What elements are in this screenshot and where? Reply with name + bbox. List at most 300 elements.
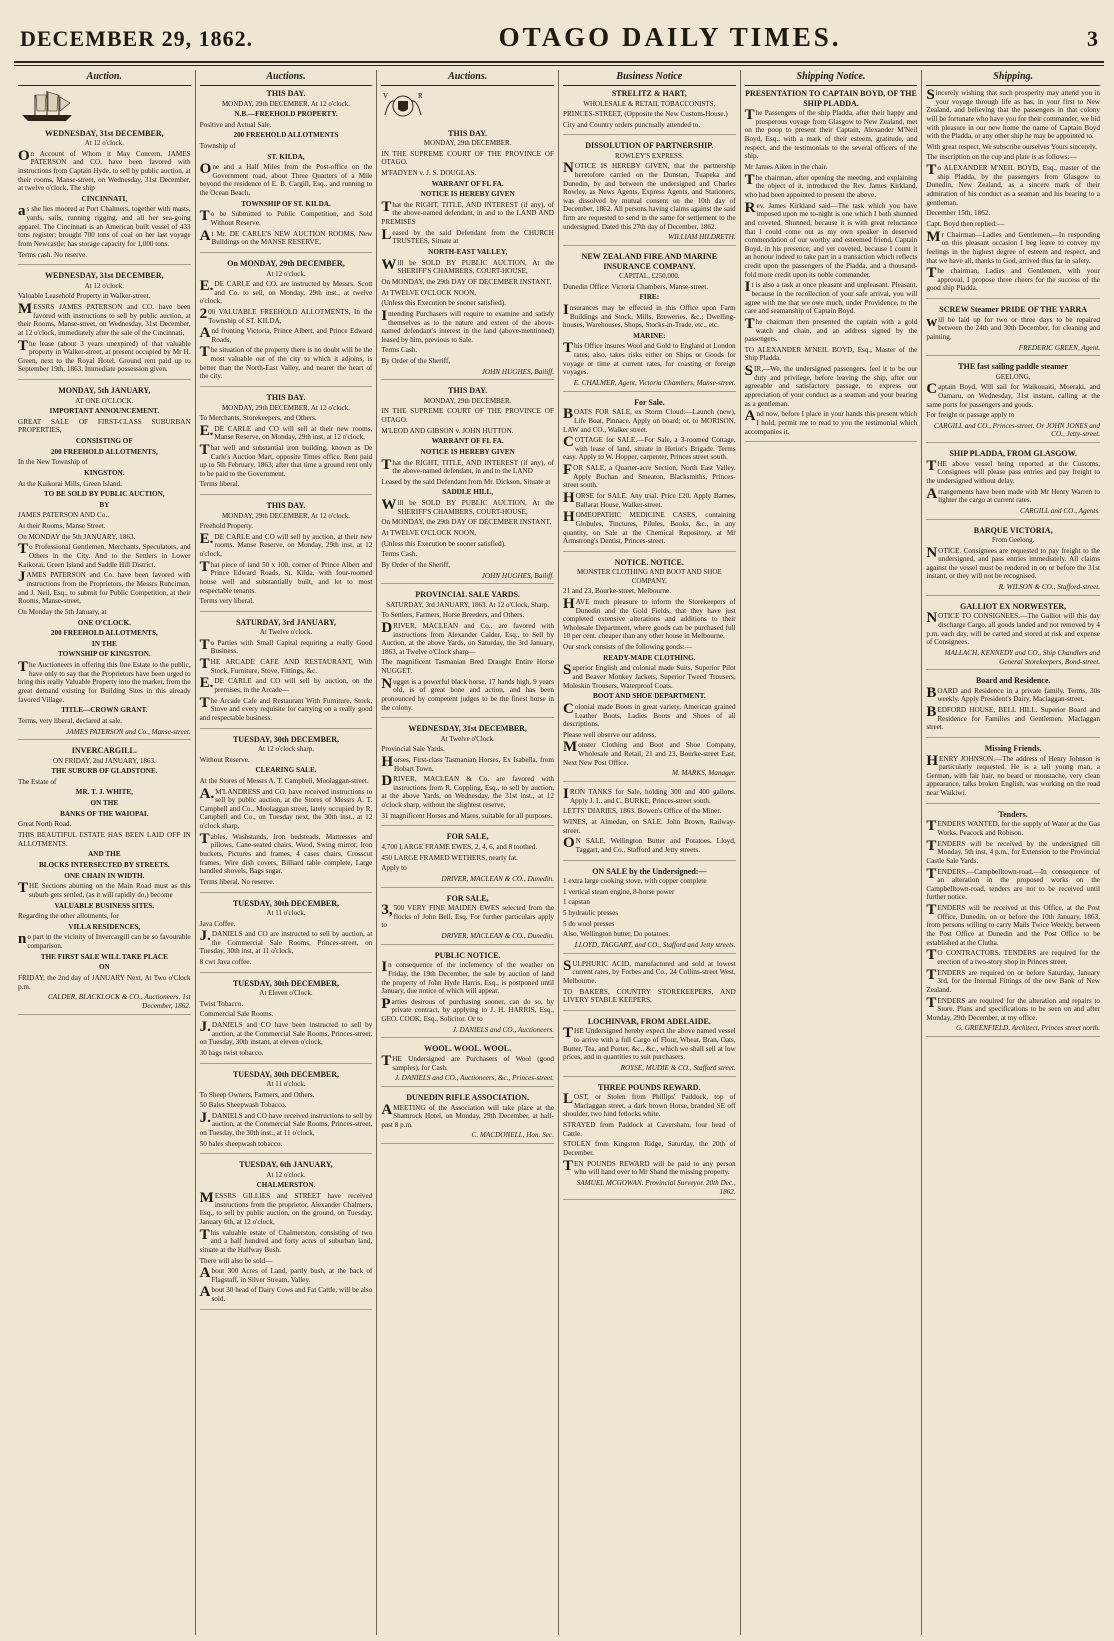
notice-text: (Unless this Execution be sooner satisfied). [381, 539, 506, 548]
column-heading: Shipping Notice. [745, 70, 918, 86]
notice-subtitle: MONDAY, 29th DECEMBER, At 12 o'clock. [221, 403, 351, 412]
notice-text: JAMES PATERSON AND Co., [18, 511, 109, 520]
notice-text: At their Rooms, Manse Street. [18, 522, 106, 531]
notice-text: Leased by the said Defendant from Mr. Dickson, Situate at [381, 477, 551, 486]
notice-text: 1 vertical steam engine, 8-horse power [563, 887, 675, 896]
notice-text: 21 and 23, Bourke-street, Melbourne. [563, 587, 671, 596]
advertisement [926, 362, 1100, 443]
notice-signature: WILLIAM HILDRETH. [668, 233, 736, 242]
notice-text: That the RIGHT, TITLE, AND INTEREST (if any), of the above-named defendant, in and to the LAND AND PREMISES [381, 198, 554, 227]
notice-text: City and Country orders punctually attended to. [563, 120, 701, 129]
advertisement [200, 899, 373, 973]
notice-text: THE ARCADE CAFE AND RESTAURANT, With Stock, Furniture, Stove, Fittings, &c. [199, 656, 373, 675]
notice-signature: ROYSE, MUDIE & CO., Stafford street. [620, 1063, 736, 1072]
notice-text: DRIVER, MACLEAN & Co. are favored with instructions from R. Coppling, Esq., to sell by auction, at the above Yards, on Wednesday, the 31st inst., at 12 o'clock sharp, without the slightest reserve, [381, 773, 554, 810]
notice-text: READY-MADE CLOTHING. [603, 653, 696, 662]
advertisement [200, 89, 373, 253]
notice-title: LOCHINVAR, FROM ADELAIDE. [587, 1016, 711, 1026]
notice-subtitle: At 12 o'clock. [266, 1170, 306, 1179]
notice-text: HORSE for SALE. Any trial. Price £20. Apply Barnes, Ballarat House, Walker-street. [563, 490, 736, 509]
advertisement [381, 832, 554, 887]
notice-text: WARRANT OF FI. FA. [431, 437, 504, 446]
notice-title: SATURDAY, 3rd JANUARY, [235, 617, 337, 627]
notice-text: Terms, very liberal, declared at sale. [18, 716, 123, 725]
notice-signature: J. DANIELS and CO., Auctioneers. [452, 1025, 554, 1034]
column-6 [922, 70, 1104, 1635]
notice-subtitle: MONDAY, 29th DECEMBER. [423, 396, 512, 405]
notice-text: The situation of the property there is no doubt will be the most valuable out of the city to which it adjoins, is better than the North-East Valley, and nearer the heart of the city. [199, 344, 373, 381]
column-5 [741, 70, 923, 1635]
notice-text: Leased by the said Defendant from the CHURCH TRUSTEES, Situate at [381, 226, 554, 246]
notice-title: STRELITZ & HART, [611, 89, 687, 98]
notice-signature: R. WILSON & CO., Stafford-street. [998, 583, 1100, 592]
notice-text: J.DANIELS and CO have been instructed to sell by auction, at the Commercial Sale Rooms, Princes-street, on Tuesday, 30th instant, at eleven o'clock, [199, 1019, 373, 1047]
notice-text: Township of [199, 141, 236, 150]
notice-text: TO ALEXANDER M'NEIL BOYD, Esq., Master of the Ship Pladda. [744, 345, 918, 363]
notice-text: TENDERS.—Campbelltown-road.—In consequence of an alteration in the proposed works on the Campbelltown-road, tenders are not to be received until further notice. [926, 865, 1100, 902]
notice-text: Mr Chairman—Ladies and Gentlemen,—In responding on this pleasant occasion I beg leave to convey my feelings in the highest degree of esteem and respect, and that we have all, thanks to God, arrived thus far in safety. [926, 228, 1100, 265]
notice-text: Mr James Aiken in the chair. [744, 163, 828, 172]
notice-text: Arrangements have been made with Mr Henry Warren to lighter the cargo at current rates. [926, 485, 1100, 505]
notice-signature: DRIVER, MACLEAN & CO., Dunedin. [441, 874, 554, 883]
notice-text: On MONDAY, the 29th DAY OF DECEMBER INSTANT, [381, 277, 552, 286]
notice-title: FOR SALE, [446, 893, 489, 903]
notice-text: 30 bags twist tobacco. [199, 1048, 264, 1057]
notice-title: THIS DAY. [266, 501, 306, 511]
notice-subtitle: SATURDAY, 3rd JANUARY, 1863. At 12 o'Clock, Sharp. [386, 600, 550, 609]
notice-text: Monster Clothing and Boot and Shoe Company, Wholesale and Retail, 21 and 23, Bourke-street East, Next New Post Office. [563, 739, 736, 767]
notice-text: Colonial made Boots in great variety, American grained Leather Boots, Ladies Boots and Shoes of all descriptions. [563, 700, 736, 729]
notice-subtitle: At Twelve o'clock. [259, 628, 313, 637]
notice-subtitle: MONDAY, 29th DECEMBER, At 12 o'clock. [221, 511, 351, 520]
advertisement [563, 558, 736, 782]
notice-text: 200 VALUABLE FREEHOLD ALLOTMENTS, In the Township of ST. KILDA, [199, 305, 373, 325]
notice-subtitle: At Twelve o'Clock. [440, 734, 495, 743]
notice-text: AMEETING of the Association will take place at the Shamrock Hotel, on Monday, 29th December, at half-past 8 p.m. [381, 1101, 554, 1129]
notice-title: ON SALE by the Undersigned:— [592, 866, 707, 876]
notice-text: NOTICE. Consignees are requested to pay freight to the undersigned, and pass entries immediately. All claims against the vessel must be rendered in on or before the 31st instant, or they will not be recognised. [926, 544, 1100, 581]
notice-text: Terms very liberal. [199, 597, 255, 606]
notice-text: Will be SOLD BY PUBLIC AUCTION, At the SHERIFF'S CHAMBERS, COURT-HOUSE, [381, 256, 554, 276]
notice-text: E.DE CARLE and CO. are instructed by Messrs. Scott and Co. to sell, on Monday, 29th inst., at twelve o'clock, [199, 277, 373, 306]
notice-text: Terms liberal. [199, 480, 240, 489]
notice-title: TUESDAY, 6th JANUARY, [239, 1160, 333, 1170]
notice-subtitle: WHOLESALE & RETAIL TOBACCONISTS, [583, 99, 716, 108]
notice-title: TUESDAY, 30th DECEMBER, [232, 978, 340, 988]
notice-text: The Passengers of the ship Pladda, after their happy and prosperous voyage from Glasgow to New Zealand, met on the poop to present their Captain, Alexander M'Neil Boyd, Esq., with a mark of their esteem, gratitude, and respect, and the testimonials to the several officers of the ship. [744, 107, 918, 161]
notice-text: Horses, First-class Tasmanian Horses, Ex Isabella, from Hobart Town. [381, 753, 554, 773]
notice-text: IMPORTANT ANNOUNCEMENT. [49, 407, 160, 416]
notice-text: Dunedin Office: Victoria Chambers, Manse-street. [563, 282, 709, 291]
advertisement [200, 501, 373, 612]
notice-text: Regarding the other allotments, for [18, 912, 119, 921]
notice-text: This valuable estate of Chalmerston, consisting of two and a half hundred and forty acres of suburban land, situate at the Halfway Bush. [199, 1226, 373, 1254]
notice-subtitle: At 12 o'clock. [266, 269, 306, 278]
notice-text: On Account of Whom it May Concern. JAMES PATERSON and CO. have been favored with instructions from Captain Hyde, to sell by public auction, at their rooms, Manse-street, on Wednesday, 31st December, at twelve o'clock, The ship [18, 147, 191, 193]
notice-text: Terms Cash. [381, 550, 418, 559]
notice-text: COTTAGE for SALE.—For Sale, a 3-roomed Cottage, with lease of land, situate in Heriot's Brigade. Terms easy. Apply to W. Hopper, carpenter, Princes street south. [563, 434, 736, 462]
notice-text: THE Undersigned are Purchasers of Wool (good samples), for Cash. [381, 1053, 554, 1072]
notice-text: It is also a task at once pleasant and unpleasant. Pleasant, because in the recollection of your safe arrival, you will agree with me that we owe much, under Providence, to the care and seamanship of Captain Boyd. [744, 279, 918, 316]
notice-text: CONSISTING OF [75, 436, 133, 445]
notice-title: For Sale. [634, 397, 665, 407]
notice-text: ON [98, 963, 110, 972]
notice-text: THE Undersigned hereby expect the above named vessel to arrive with a full Cargo of Flour, Wheat, Bran, Oats, Butter, Tea, and Porter, &c., &c., which we shall sell at low prices, and in quantities to suit purchasers. [563, 1025, 736, 1062]
notice-title: PRESENTATION TO CAPTAIN BOYD, OF THE SHIP PLADDA. [745, 89, 917, 108]
notice-text: About 30 head of Dairy Cows and Fat Cattle, will be also sold. [199, 1284, 373, 1304]
notice-text: The inscription on the cup and plate is as follows:— [926, 153, 1077, 162]
notice-text: The chairman, after opening the meeting, and explaining the object of it, introduced the Rev. James Kirkland, who had been appointed to present the above. [744, 171, 918, 199]
advertisement [745, 89, 918, 442]
notice-text: TOWNSHIP OF ST. KILDA. [241, 199, 331, 208]
notice-subtitle: ROWLEY'S EXPRESS. [615, 151, 684, 160]
notice-text: IN THE [91, 639, 117, 648]
notice-signature: JAMES PATERSON and Co., Manse-street. [66, 727, 191, 736]
notice-text: Terms Cash. [381, 346, 418, 355]
notice-text: Sincerely wishing that such prosperity may attend you in your voyage through life as has, in your first to New Zealand, and believing that the passengers in that colony will be fortunate who have you for their commander, we bid with pleasure in our new home the name of Captain Boyd with the Pladda, or any other ship he may be appointed to. [926, 87, 1100, 141]
advertisement [926, 305, 1100, 356]
notice-subtitle: MONDAY, 29th DECEMBER, At 12 o'clock. [221, 99, 351, 108]
notice-text: TENDERS will be received at this Office, at the Post Office, Dunedin, on or before the 10th January, 1863, from persons willing to carry Mails Twice Weekly, between the Post Office at Dunedin and the Post Office to be established at the Clutha. [926, 902, 1100, 947]
notice-text: To Professional Gentlemen, Merchants, Speculators, and Others in the City. And to the Settlers in Lower Kaikorai, Green Island and Saddle Hill District. [18, 541, 191, 569]
notice-text: NORTH-EAST VALLEY, [428, 248, 508, 257]
advertisement [200, 393, 373, 495]
notice-text: no part in the vicinity of Invercargill can be so favourable comparison. [18, 931, 191, 951]
newspaper-title: OTAGO DAILY TIMES. [498, 22, 842, 52]
notice-text: E.DE CARLE and CO will sell at their new rooms, Manse Reserve, on Monday, 29th inst, at 12 o'clock, [199, 422, 373, 442]
advertisement [381, 951, 554, 1039]
notice-title: BARQUE VICTORIA, [973, 525, 1053, 535]
notice-text: J.DANIELS and CO are instructed to sell by auction, at the Commercial Sale Rooms, Princes-street, on Tuesday, 30th inst, at 11 o'clock, [199, 928, 373, 956]
advertisement [926, 810, 1100, 1037]
notice-text: Freehold Property. [199, 522, 254, 531]
notice-text: Will be SOLD BY PUBLIC AUCTION, At the SHERIFF'S CHAMBERS, COURT-HOUSE, [381, 497, 554, 516]
notice-text: SADDLE HILL, [442, 488, 494, 497]
notice-text: At the Stores of Messrs A. T. Campbell, Moolaggan-street. [199, 776, 369, 785]
notice-text: With great respect, We subscribe ourselves Yours sincerely. [926, 142, 1097, 151]
notice-text: 4,700 LARGE FRAME EWES, 2, 4, 6, and 8 toothed. [381, 842, 538, 851]
notice-text: To be Submitted to Public Competition, and Sold Without Reserve. [199, 208, 373, 228]
notice-text: HOMEOPATHIC MEDICINE CASES, containing Globules, Tinctures, Pilules, Books, &c., in any quantity, on Sale at the Chemical Repository, at Mr Armstrong's Dentist, Princes-street. [563, 509, 736, 546]
column-4 [559, 70, 741, 1635]
notice-text: LETTS' DIARIES, 1863. Bowen's Office of the Miner. [563, 807, 722, 816]
notice-text: WARRANT OF FI. FA. [431, 179, 504, 188]
notice-text: Please well observe our address, [563, 730, 657, 739]
notice-text: MARINE: [633, 331, 666, 340]
notice-text: ONE CHAIN IN WIDTH. [64, 871, 145, 880]
notice-title: WOOL. WOOL. WOOL. [424, 1044, 512, 1054]
notice-text: 8 cwt Java coffee. [199, 958, 252, 967]
notice-text: will be laid up for two or three days to be repaired between the 24th and 30th December, for cleaning and painting. [926, 313, 1100, 341]
column-heading: Business Notice [563, 70, 736, 86]
notice-text: 50 bales sheepwash tobacco. [199, 1139, 283, 1148]
notice-text: IN THE SUPREME COURT OF THE PROVINCE OF OTAGO. [381, 407, 554, 424]
notice-text: as she lies moored at Port Chalmers, together with masts, yards, sails, running rigging, and all her sea-going apparel. The Cincinnati is an American built vessel of 433 tons register; brought 700 tons of coal on her last voyage from Newcastle; has storage capacity for 1,000 tons. [18, 203, 191, 249]
notice-text: IN THE SUPREME COURT OF THE PROVINCE OF OTAGO. [381, 149, 554, 167]
notice-title: On MONDAY, 29th DECEMBER, [227, 258, 345, 268]
notice-subtitle: MONDAY, 29th DECEMBER. [423, 139, 512, 148]
notice-subtitle: ON FRIDAY, 2nd JANUARY, 1863. [52, 756, 156, 765]
notice-text: By Order of the Sheriff, [381, 560, 451, 569]
notice-text: This Office insures Wool and Gold to England at London rates; also, takes risks either on Ships or Goods for voyage or time at current rates, for coasting or foreign voyages. [563, 340, 736, 377]
advertisement [200, 979, 373, 1064]
notice-text: N.B.—FREEHOLD PROPERTY. [234, 109, 338, 118]
notice-text: Superior English and colonial made Suits, Superior Pilot and Beaver Monkey Jackets, Superior Tweed Trousers, Moleskin Trousers, Waterproof Coats. [563, 662, 736, 690]
notice-text: 3,500 VERY FINE MAIDEN EWES selected from the flocks of John Bell, Esq. For further particulars apply to [381, 902, 554, 930]
notice-text: A.M'LANDRESS and CO. have received instructions to sell by public auction, at the Stores of Messrs A. T. Campbell and Co., Moolaggan street, lately occupied by R. Campbell and Co., on Tuesday next, the 30th inst., at 12 o'clock sharp, [199, 785, 373, 831]
notice-text: M'LEOD AND GIBSON v. JOHN HUTTON. [381, 426, 514, 435]
notice-signature: M. MARKS, Manager. [671, 769, 736, 778]
notice-text: Rev. James Kirkland said—The task which you have imposed upon me to-night is one which I both shunned and coveted. Shunned, because it is with great reluctance that I could come out as my own speaker in deserved commendation of our worthy and esteemed friend, Captain Boyd, in his presence; and yet coveted, because I count it an honour indeed to take part in a transaction which reflects credit upon the passengers of the Pladda, and a thousand-fold more credit upon its noble commander. [744, 199, 918, 279]
notice-title: THE fast sailing paddle steamer [958, 362, 1069, 372]
notice-text: That piece of land 50 x 100, corner of Prince Albert and Prince Edward Roads, St. Kilda, with four-roomed house well and substantially built, and let to most respectable tenants. [199, 558, 373, 595]
notice-text: December 15th, 1862. [926, 209, 991, 218]
notice-signature: CARGILL and CO., Princes-street. Or JOHN JONES and CO., Jetty-street. [933, 421, 1100, 439]
notice-text: Parties desirous of purchasing sooner, can do so, by private contract, by applying to J. H. HARRIS, Esq., GEO. COOK, Esq., Solicitor. Or to [381, 995, 554, 1024]
notice-title: THIS DAY. [266, 392, 306, 402]
notice-text: The magnificent Tasmanian Bred Draught Entire Horse NUGGET. [381, 658, 554, 676]
notice-text: M'FADYEN v. J. S. DOUGLAS. [381, 168, 477, 177]
masthead-rule [14, 61, 1104, 63]
notice-text: THE above vessel being reported at the Customs, Consignees will please pass entries and pay freight to the undersigned without delay. [926, 457, 1100, 485]
advertisement [200, 735, 373, 893]
notice-text: At TWELVE O'CLOCK NOON, [381, 288, 477, 297]
notice-text: GREAT SALE OF FIRST-CLASS SUBURBAN PROPERTIES, [18, 417, 191, 435]
notice-text: And now, before I place in your hands this present which I hold, permit me to read to you the testimonial which accompanies it. [744, 408, 918, 436]
notice-title: PROVINCIAL SALE YARDS. [415, 590, 520, 600]
notice-text: Great North Road. [18, 820, 72, 829]
notice-text: (Unless this Execution be sooner satisfied). [381, 299, 506, 308]
notice-signature: MALLACH, KENNEDY and CO., Ship Chandlers and General Storekeepers, Bond-street. [944, 648, 1100, 666]
notice-subtitle: CAPITAL, £250,000. [619, 272, 680, 281]
notice-text: THE Sections abutting on the Main Road must as this suburb gets settled, (as it will rapidly do,) become [18, 880, 191, 899]
advertisement [563, 1017, 736, 1077]
notice-subtitle: At 12 o'clock sharp. [257, 745, 315, 754]
notice-text: STRAYED from Paddock at Caversham, four head of Cattle. [563, 1121, 736, 1138]
notice-title: Tenders. [998, 809, 1028, 819]
advertisement [381, 386, 554, 584]
notice-text: At the Kaikorai Mills, Green Island. [18, 479, 122, 488]
notice-title: NEW ZEALAND FIRE AND MARINE INSURANCE COMPANY. [581, 252, 718, 271]
notice-text: JAMES PATERSON and Co. have been favored with instructions from the Proprietors, the Messrs Runciman, and J. Neil, Esq., to submit for Public Competition, at their Rooms, Manse-street, [18, 569, 191, 606]
notice-text: TO BAKERS, COUNTRY STOREKEEPERS, AND LIVERY STABLE KEEPERS. [563, 987, 736, 1005]
notice-text: VALUABLE BUSINESS SITES. [54, 901, 155, 910]
notice-signature: LLOYD, TAGGART, and CO., Stafford and Jetty streets. [574, 940, 736, 949]
ship-icon [18, 89, 191, 126]
notice-text: Terms cash. No reserve. [18, 250, 88, 259]
notice-text: FOR SALE, a Quarter-acre Section, North East Valley. Apply Buchan and Smeaton, Blacksmiths, Princes-street south. [563, 462, 736, 490]
notice-text: The Estate of [18, 777, 57, 786]
notice-text: NOTICE TO CONSIGNEES.—The Galliot will this day discharge Cargo, all goods landed and not removed by 4 p.m. each day, will be carted and stored at risk and expense of Consignees. [926, 610, 1100, 647]
notice-text: About 300 Acres of Land, partly bush, at the back of Flagstaff, in Silver Stream, Valley. [199, 1265, 373, 1284]
advertisement [926, 676, 1100, 738]
notice-subtitle: GEELONG, [995, 372, 1031, 381]
notice-text: HENRY JOHNSON.—The address of Henry Johnson is particularly requested. He is a tall young man, a German, with fair hair, no beard or moustache, very clean appearance, talks broken English, was working on the road near Waikiwi. [926, 752, 1100, 798]
notice-signature: CALDER, BLACKLOCK & CO., Auctioneers. 1st December, 1862. [48, 993, 191, 1010]
notice-text: 1 extra large cooking stove, with copper complete [563, 877, 707, 886]
notice-title: INVERCARGILL. [71, 746, 137, 756]
advertisement [200, 1070, 373, 1155]
advertisement [926, 526, 1100, 596]
notice-text: TENDERS WANTED, for the supply of Water at the Gas Works. Peacock and Robison. [926, 818, 1100, 837]
notice-text: BANKS OF THE WAIOPAI. [60, 809, 149, 818]
advertisement [381, 1044, 554, 1087]
notice-text: Terms liberal. No reserve. [199, 877, 275, 886]
notice-text: CLEARING SALE. [255, 766, 317, 775]
notice-text: By Order of the Sheriff, [381, 357, 451, 366]
notice-signature: JOHN HUGHES, Bailiff. [481, 367, 554, 376]
notice-text: TO CONTRACTORS. TENDERS are required for the erection of a two-story shop in Princes street. [926, 947, 1100, 966]
notice-title: THIS DAY. [266, 89, 306, 98]
notice-text: KINGSTON. [84, 468, 125, 477]
notice-title: THIS DAY. [448, 128, 488, 138]
svg-text:V: V [383, 92, 389, 100]
notice-title: SHIP PLADDA, FROM GLASGOW. [949, 449, 1077, 459]
notice-text: That the RIGHT, TITLE, AND INTEREST (if any), of the above-named defendant, in and to the LAND [381, 456, 554, 476]
notice-subtitle: At 12 o'clock. [84, 281, 124, 290]
notice-text: 1 capstan [563, 898, 590, 907]
notice-text: The Arcade Cafe and Restaurant With Furniture, Stock, Stove and every requisite for carrying on a really good and respectable business. [199, 694, 373, 722]
notice-text: STOLEN from Kingston Ridge, Saturday, the 20th of December. [563, 1140, 736, 1158]
notice-signature: JOHN HUGHES, Bailiff. [481, 571, 554, 580]
notice-text: The Auctioneers in offering this fine Estate to the public, have only to say that the Proprietors have been urged to bring this really Valuable Property into the market, from the great demand existing for Building Sites in this already favored Village. [18, 659, 191, 704]
notice-text: SULPHURIC ACID, manufactured and sold at lowest current rates, by Forbes and Co., 24 Collins-street West, Melbourne. [563, 957, 736, 985]
notice-title: TUESDAY, 30th DECEMBER, [232, 1069, 340, 1079]
notice-text: BOOT AND SHOE DEPARTMENT. [592, 692, 706, 701]
notice-title: WEDNESDAY, 31st DECEMBER, [408, 724, 527, 734]
notice-text: LOST, or Stolen from Phillips' Paddock, top of Maclaggan street, a dark brown Horse, branded SE off shoulder, two hind fetlocks white. [563, 1091, 736, 1119]
advertisement [381, 894, 554, 945]
notice-subtitle: At 12 o'clock. [84, 139, 124, 148]
advertisement [18, 89, 191, 265]
notice-title: PUBLIC NOTICE. [434, 950, 501, 960]
notice-text: In the New Township of [18, 458, 88, 467]
notice-text: AND THE [88, 850, 121, 859]
notice-text: THE FIRST SALE WILL TAKE PLACE [40, 952, 168, 961]
notice-text: 200 FREEHOLD ALLOTMENTS, [50, 629, 158, 638]
page-number: 3 [1086, 26, 1098, 51]
notice-text: To Sheep Owners, Farmers, and Others. [199, 1090, 315, 1099]
advertisement [563, 89, 736, 135]
notice-text: BOARD and Residence in a private family. Terms, 30s weekly. Apply President's Dairy, Maclaggan-street. [926, 684, 1100, 704]
advertisement [18, 386, 191, 740]
column-heading: Auctions. [200, 70, 373, 86]
notice-text: One and a Half Miles from the Post-office on the Government road, about Three Quarters of a Mile beyond the residence of E. B. Cargill, Esq., and running to the Ocean Beach. [199, 161, 373, 198]
notice-text: TO BE SOLD BY PUBLIC AUCTION, [44, 490, 165, 499]
notice-signature: G. GREENFIELD, Architect, Princes street north. [955, 1024, 1100, 1033]
column-heading: Shipping. [926, 70, 1100, 86]
notice-text: CHALMERSTON. [256, 1181, 316, 1190]
notice-text: E.DE CARLE and CO will sell by auction, at their new rooms, Manse Reserve, on Monday, 29th inst, at 12 o'clock, [199, 530, 373, 558]
notice-text: To ALEXANDER M'NEIL BOYD, Esq., master of the ship Pladda, by the passengers from Glasgow to Dunedin, New Zealand, as a sincere mark of their admiration of his conduct as a seaman and his bearing to a gentleman. [926, 162, 1100, 207]
notice-text: DRIVER, MACLEAN and Co., are favored with instructions from Alexander Calder, Esq., to Sell by Auction, at the above Yards, on Saturday, the 3rd January, 1863, at Twelve o'Clock sharp— [381, 619, 554, 656]
notice-text: The chairman then presented the captain with a gold watch and chain, and an address signed by the passengers. [744, 315, 918, 344]
notice-subtitle: MONSTER CLOTHING AND BOOT AND SHOE COMPANY, [576, 568, 722, 585]
notice-text: TENDERS will be received by the undersigned till Monday, 5th inst, 4 p.m., for Extension to the Provincial Castle Sale Yards. [926, 837, 1100, 865]
notice-text: There will also be sold— [199, 1256, 273, 1265]
notice-text: 31 magnificent Horses and Mares, suitable for all purposes. [381, 811, 553, 820]
advertisement [200, 1160, 373, 1309]
advertisement [18, 271, 191, 380]
notice-title: TUESDAY, 30th DECEMBER, [232, 734, 340, 744]
notice-subtitle: At 11 o'clock. [266, 909, 306, 918]
issue-date: DECEMBER 29, 1862. [20, 26, 254, 51]
notice-text: HAVE much pleasure to inform the Storekeepers of Dunedin and the Gold Fields, that they have just completed extensive alterations and additions to their Wholesale Department, where goods can be purchased full 10 per cent. cheaper than any other house in Melbourne. [563, 595, 736, 641]
notice-text: BLOCKS INTERSECTED BY STREETS. [38, 860, 170, 869]
notice-text: For freight or passage apply to [926, 411, 1015, 420]
notice-title: THREE POUNDS REWARD. [598, 1082, 701, 1092]
advertisement [563, 788, 736, 860]
advertisement [200, 259, 373, 387]
notice-subtitle: AT ONE O'CLOCK. [75, 396, 134, 405]
advertisement [381, 89, 554, 380]
notice-text: Provincial Sale Yards. [381, 745, 445, 754]
notice-text: BY [99, 500, 110, 509]
notice-text: Java Coffee. [199, 919, 236, 928]
notice-text: 200 FREEHOLD ALLOTMENTS [233, 131, 339, 140]
advertisement [200, 618, 373, 729]
notice-text: Tables, Washstands, Iron bedsteads, Mattresses and pillows, Cane-seated chairs, Wood, Swing mirror, Iron buckets, Pictures and frames, 4 cases chairs, Crosscut frames, Wire dish covers, Billiard table complete, Large handled shovels, Bags sugar. [199, 830, 373, 876]
column-2 [196, 70, 378, 1635]
notice-subtitle: From Geelong. [991, 536, 1035, 545]
notice-signature: C. MACDONELL, Hon. Sec. [471, 1131, 554, 1140]
notice-text: Commercial Sale Rooms. [199, 1010, 274, 1019]
notice-text: ON SALE, Wellington Butter and Potatoes. Lloyd, Taggart, and Co., Stafford and Jetty streets. [563, 835, 736, 854]
notice-text: FIRE: [639, 293, 660, 302]
notice-text: To Parties with Small Capital requiring a really Good Business. [199, 636, 373, 656]
notice-title: DUNEDIN RIFLE ASSOCIATION. [406, 1092, 530, 1102]
notice-signature: J. DANIELS and CO., Auctioneers, &c., Princes-street. [394, 1074, 554, 1083]
advertisement [563, 1083, 736, 1201]
notice-signature: DRIVER, MACLEAN & CO., Dunedin. [441, 932, 554, 941]
advertisement [926, 89, 1100, 299]
advertisement [563, 252, 736, 392]
notice-text: The chairman, Ladies and Gentlemen, with your approval, I propose three cheers for the success of the good ship Pladda. [926, 265, 1100, 293]
notice-text: NOTICE IS HEREBY GIVEN, that the partnership heretofore carried on the Dunstan, Tuapeka and Dunedin, by and between the undersigned and Charles Rowley, as News Agents, Express Agents, and Stationers, was dissolved by mutual consent on the 10th day of December, 1862. All persons having claims against the said firm are requested to send in the same for settlement to the undersigned. Dated this 27th day of December, 1862. [563, 160, 736, 231]
notice-text: FRIDAY, the 2nd day of JANUARY Next, At Two o'Clock p.m. [18, 973, 191, 991]
notice-text: NOTICE IS HEREBY GIVEN [420, 190, 515, 199]
notice-subtitle: At Eleven o'Clock. [259, 989, 313, 998]
notice-text: SIR,—We, the undersigned passengers, feel it to be our duty and privilege, before leaving the ship, after our agreeable and satisfactory passage, to express our appreciation of your conduct as a seaman and your bearing as a gentleman. [744, 363, 918, 408]
notice-text: NOTICE IS HEREBY GIVEN [420, 447, 515, 456]
notice-text: ST. KILDA, [267, 152, 305, 161]
column-heading: Auctions. [381, 70, 554, 86]
notice-text: Without Reserve. [199, 755, 250, 764]
notice-text: On MONDAY, the 29th DAY OF DECEMBER INSTANT, [381, 518, 552, 527]
masthead-rule-thin [14, 65, 1104, 66]
notice-signature: FREDERIC GREEN, Agent. [1018, 343, 1100, 352]
notice-text: Our stock consists of the following goods:— [563, 643, 692, 652]
notice-text: At Mr. DE CARLE'S NEW AUCTION ROOMS, New Buildings on the MANSE RESERVE, [199, 227, 373, 247]
advertisement [563, 867, 736, 954]
column-heading: Auction. [18, 70, 191, 86]
notice-text: Positive and Actual Sale. [199, 120, 272, 129]
notice-title: Board and Residence. [975, 676, 1051, 686]
advertisement [381, 1093, 554, 1144]
notice-title: WEDNESDAY, 31st DECEMBER, [45, 271, 164, 281]
notice-title: TUESDAY, 30th DECEMBER, [232, 898, 340, 908]
advertisement [381, 724, 554, 826]
notice-title: WEDNESDAY, 31st DECEMBER, [45, 128, 164, 138]
notice-text: THIS BEAUTIFUL ESTATE HAS BEEN LAID OFF IN ALLOTMENTS. [18, 831, 191, 848]
advertisement [563, 398, 736, 552]
notice-text: Nugget is a powerful black horse, 17 hands high, 9 years old, is of great bone and action, and has been pronounced by competent judges to be the finest horse in the colony. [381, 675, 554, 712]
notice-title: FOR SALE, [446, 832, 489, 842]
notice-text: And fronting Victoria, Prince Albert, and Prince Edward Roads, [199, 325, 373, 344]
notice-text: ON THE [90, 799, 119, 808]
notice-title: DISSOLUTION OF PARTNERSHIP. [585, 141, 714, 151]
notice-text: IRON TANKS for Sale, holding 300 and 400 gallons. Apply J. L. and C. BURKE, Princes-street south. [563, 786, 736, 805]
